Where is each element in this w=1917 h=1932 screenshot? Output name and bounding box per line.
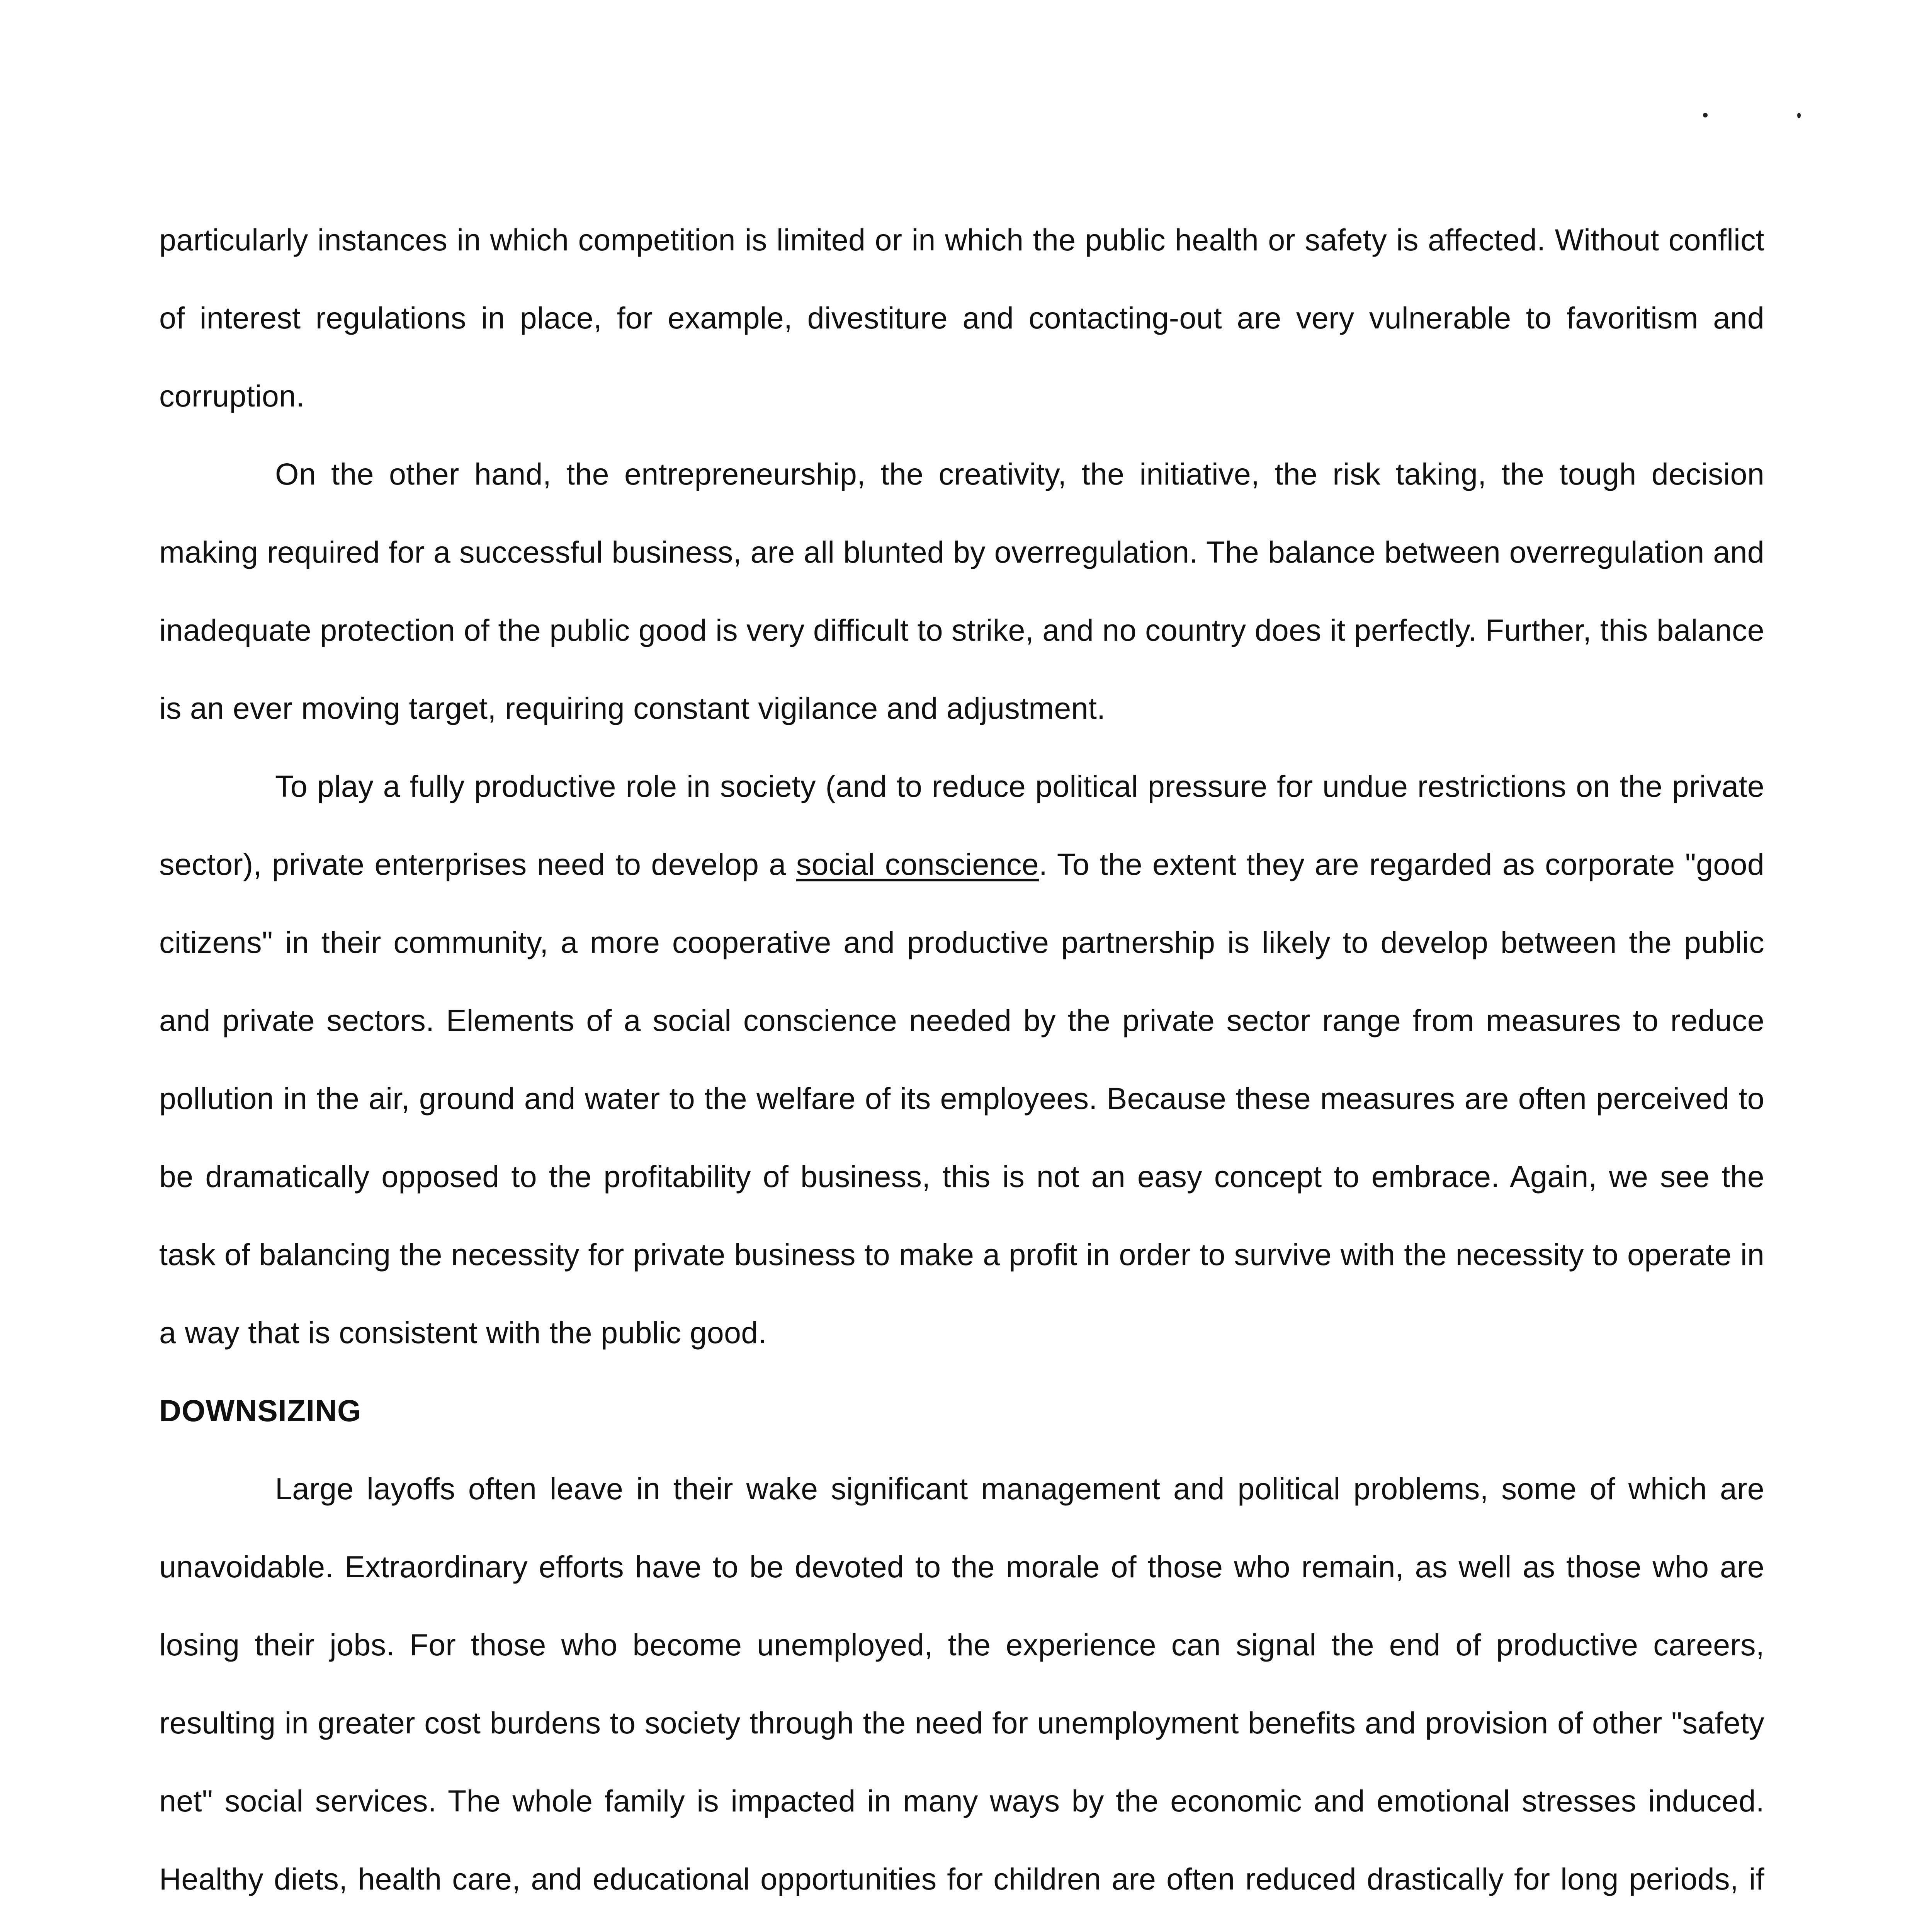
paragraph-text: To play a fully productive role in society (and to reduce political pressure for undue restrictions on the private sector), private enterprises need to develop a [159,769,1764,881]
paragraph [159,747,1764,1372]
paragraph: On the other hand, the entrepreneurship, the creativity, the initiative, the risk taking, the tough decision making required for a successful business, are all blunted by overregulation. The balance between overregulation and inadequate protection of the public good is very difficult to strike, and no country does it perfectly. Further, this balance is an ever moving target, requiring constant vigilance and adjustment. [159,457,1764,725]
paragraph-text: . To the extent they are regarded as corporate "good citizens" in their community, a more cooperative and productive partnership is likely to develop between the public and private sectors. Elements of a social conscience needed by the private sector range from measures to reduce pollution in the air, ground and water to the welfare of its employees. Because these measures are often perceived to be dramatically opposed to the profitability of business, this is not an easy concept to embrace. Again, we see the task of balancing the necessity for private business to make a profit in order to survive with the necessity to operate in a way that is consistent with the public good. [159,847,1764,1350]
paragraph: Large layoffs often leave in their wake significant management and political problems, some of which are unavoidable. Extraordinary efforts have to be devoted to the morale of those who remain, as well as those who are losing their jobs. For those who become unemployed, the experience can signal the end of productive careers, resulting in greater cost burdens to society through the need for unemployment benefits and provision of other "safety net" social services. The whole family is impacted in many ways by the economic and emotional stresses induced. Healthy diets, health care, and educational opportunities for children are often reduced drastically for long periods, if [159,1471,1764,1896]
scan-mark [1797,113,1801,118]
paragraph: particularly instances in which competition is limited or in which the public health or safety is affected. Without conflict of interest regulations in place, for example, divestiture and contacting-out are very vulnerable to favoritism and corruption. [159,223,1764,413]
scan-mark [1703,113,1708,117]
body-text [159,201,1764,1932]
underlined-term: social conscience [796,847,1039,881]
section-heading: DOWNSIZING [159,1393,362,1428]
